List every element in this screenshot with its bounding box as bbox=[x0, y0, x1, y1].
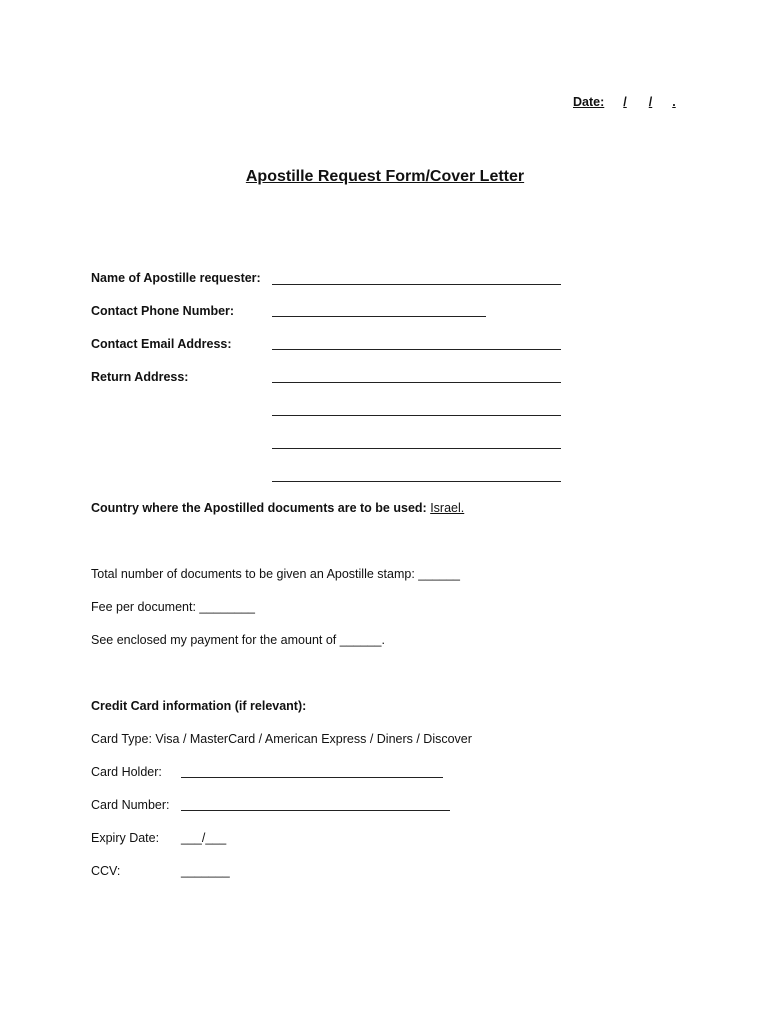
return-address-label: Return Address: bbox=[91, 370, 189, 384]
date-separator: / bbox=[648, 95, 653, 109]
country-row bbox=[91, 500, 464, 516]
country-label: Country where the Apostilled documents are to be used: bbox=[91, 501, 427, 515]
email-label: Contact Email Address: bbox=[91, 337, 232, 351]
phone-label: Contact Phone Number: bbox=[91, 304, 235, 318]
expiry-date-label: Expiry Date: bbox=[91, 831, 160, 845]
date-label: Date: bbox=[573, 95, 605, 109]
ccv-field[interactable]: _______ bbox=[181, 864, 230, 878]
page-title: Apostille Request Form/Cover Letter bbox=[245, 168, 525, 185]
requester-label: Name of Apostille requester: bbox=[91, 271, 261, 285]
card-number-field[interactable] bbox=[181, 810, 450, 811]
date-separator: / bbox=[623, 95, 627, 109]
ccv-label: CCV: bbox=[91, 864, 121, 878]
email-field[interactable] bbox=[272, 349, 561, 350]
card-holder-label: Card Holder: bbox=[91, 765, 162, 779]
phone-field[interactable] bbox=[272, 316, 486, 317]
return-address-line-1[interactable] bbox=[272, 382, 561, 383]
card-holder-field[interactable] bbox=[181, 777, 443, 778]
fee-per-document-line: Fee per document: ________ bbox=[91, 600, 256, 614]
payment-amount-line: See enclosed my payment for the amount of ______. bbox=[91, 633, 385, 647]
requester-field[interactable] bbox=[272, 284, 561, 285]
expiry-date-field[interactable]: ___/___ bbox=[181, 831, 227, 845]
date-end: . bbox=[672, 95, 676, 109]
date-header bbox=[573, 94, 676, 110]
return-address-line-2[interactable] bbox=[272, 415, 561, 416]
card-number-label: Card Number: bbox=[91, 798, 170, 812]
credit-card-heading: Credit Card information (if relevant): bbox=[91, 699, 307, 713]
return-address-line-4[interactable] bbox=[272, 481, 561, 482]
country-value: Israel. bbox=[430, 501, 465, 515]
return-address-line-3[interactable] bbox=[272, 448, 561, 449]
total-documents-line: Total number of documents to be given an Apostille stamp: ______ bbox=[91, 567, 460, 581]
card-type-line: Card Type: Visa / MasterCard / American Express / Diners / Discover bbox=[91, 732, 472, 746]
